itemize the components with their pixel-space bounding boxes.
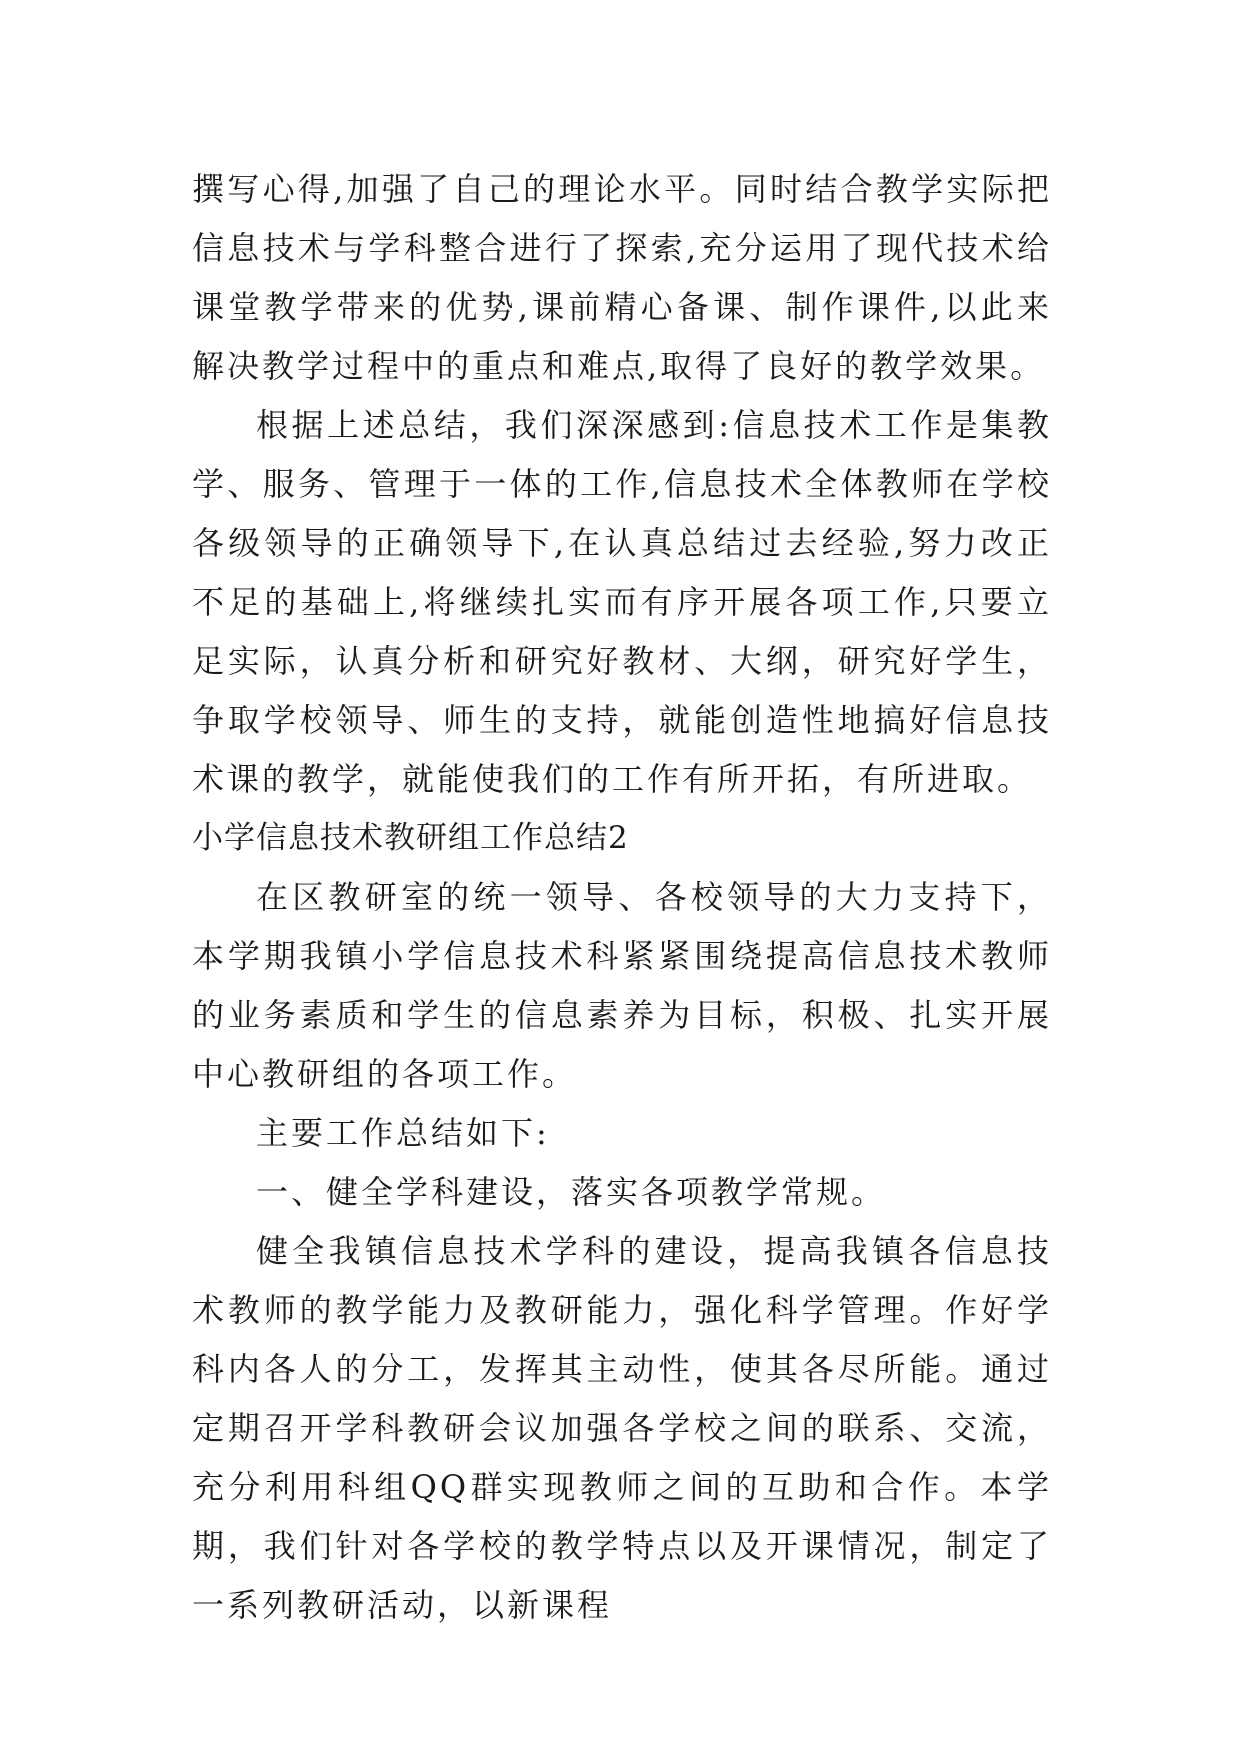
paragraph: 健全我镇信息技术学科的建设，提高我镇各信息技术教师的教学能力及教研能力，强化科学管理。作好学科内各人的分工，发挥其主动性，使其各尽所能。通过定期召开学科教研会议加强各学校之间的联系、交流，充分利用科组QQ群实现教师之间的互助和合作。本学期，我们针对各学校的教学特点以及开课情况，制定了一系列教研活动，以新课程	[192, 1232, 1052, 1624]
section-heading: 小学信息技术教研组工作总结2	[192, 820, 629, 856]
paragraph: 撰写心得,加强了自己的理论水平。同时结合教学实际把信息技术与学科整合进行了探索,充分运用了现代技术给课堂教学带来的优势,课前精心备课、制作课件,以此来解决教学过程中的重点和难点,取得了良好的教学效果。	[192, 170, 1052, 385]
paragraph: 主要工作总结如下:	[256, 1114, 550, 1152]
document-body	[192, 160, 1052, 1635]
paragraph: 在区教研室的统一领导、各校领导的大力支持下，本学期我镇小学信息技术科紧紧围绕提高信息技术教师的业务素质和学生的信息素养为目标，积极、扎实开展中心教研组的各项工作。	[192, 878, 1052, 1093]
paragraph: 根据上述总结，我们深深感到:信息技术工作是集教学、服务、管理于一体的工作,信息技术全体教师在学校各级领导的正确领导下,在认真总结过去经验,努力改正不足的基础上,将继续扎实而有序开展各项工作,只要立足实际，认真分析和研究好教材、大纲，研究好学生，争取学校领导、师生的支持，就能创造性地搞好信息技术课的教学，就能使我们的工作有所开拓，有所进取。	[192, 406, 1052, 798]
paragraph: 一、健全学科建设，落实各项教学常规。	[256, 1173, 887, 1211]
